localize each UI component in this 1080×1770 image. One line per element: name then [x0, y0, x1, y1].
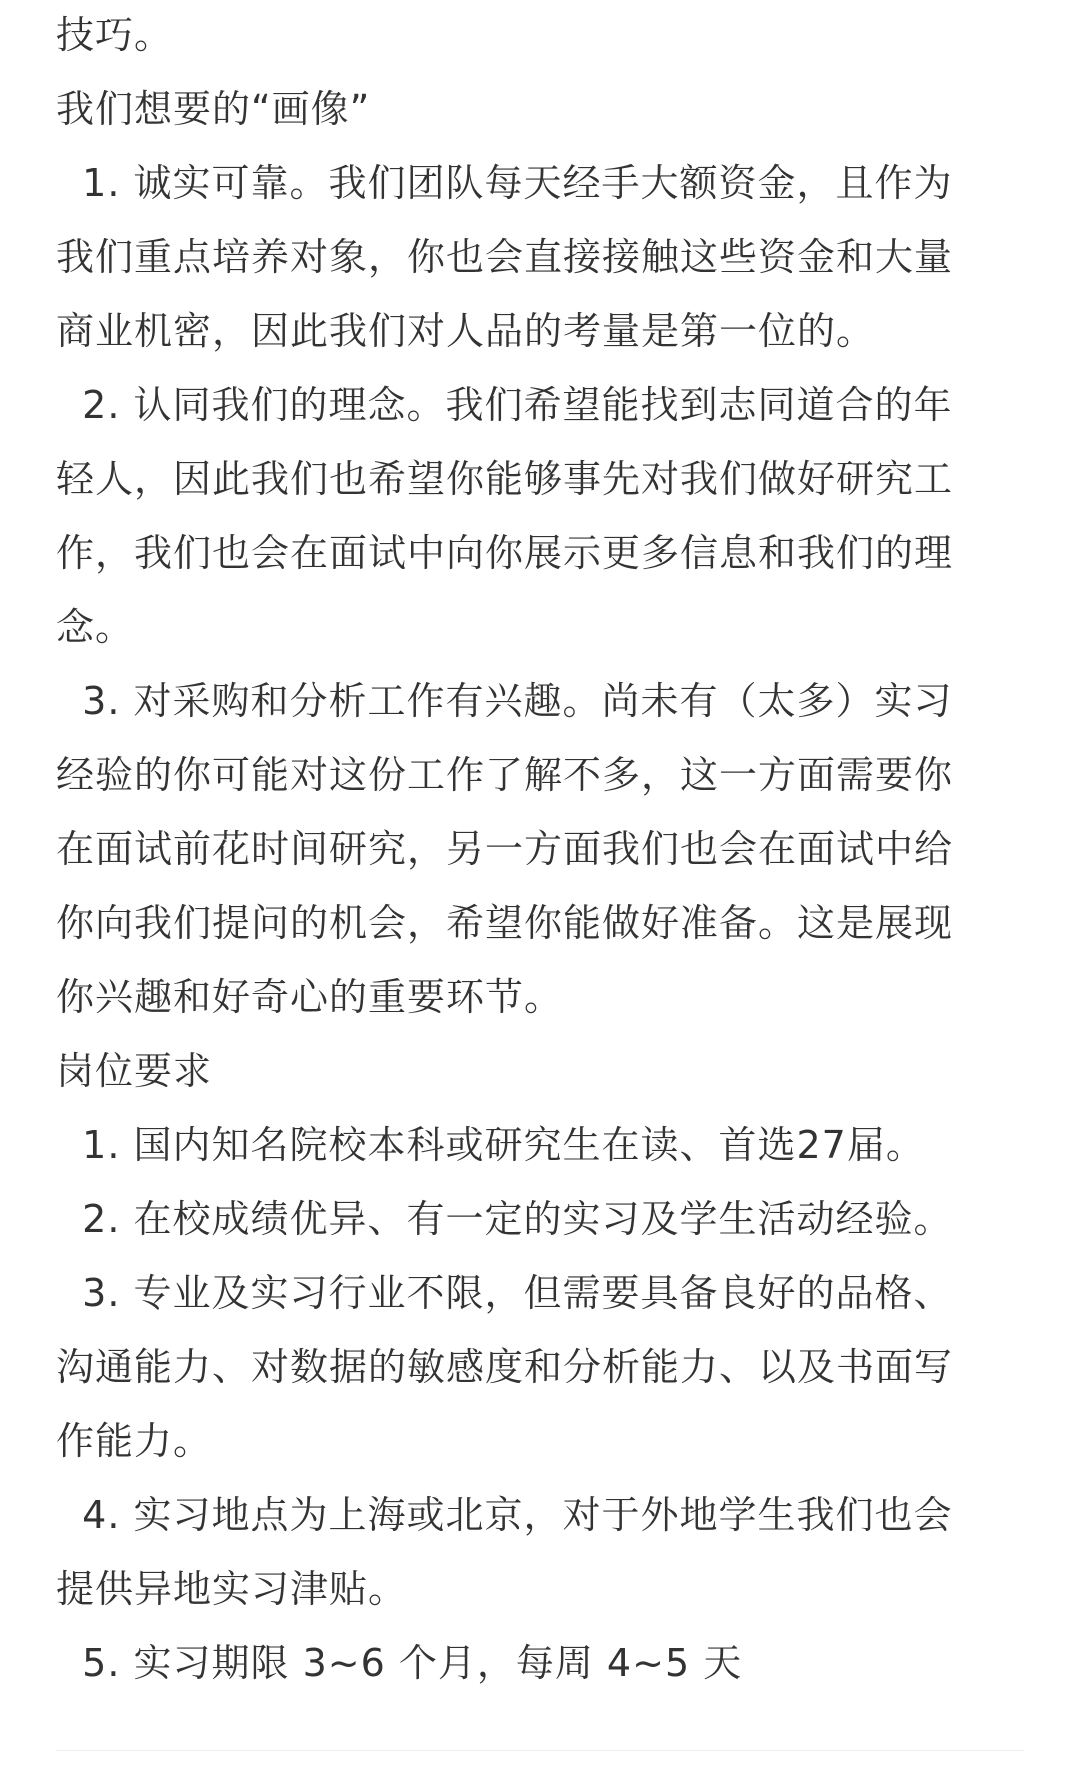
text-line: 沟通能力、对数据的敏感度和分析能力、以及书面写 [56, 1345, 954, 1389]
text-line: 5. 实习期限 3~6 个月，每周 4~5 天 [56, 1641, 743, 1685]
section-heading-requirements: 岗位要求 [56, 1049, 213, 1093]
text-line: 1. 国内知名院校本科或研究生在读、首选27届。 [56, 1123, 925, 1167]
text-line: 你兴趣和好奇心的重要环节。 [56, 975, 564, 1019]
text-line: 作能力。 [56, 1419, 213, 1463]
text-line: 经验的你可能对这份工作了解不多，这一方面需要你 [56, 753, 954, 797]
text-line: 3. 专业及实习行业不限，但需要具备良好的品格、 [56, 1271, 953, 1315]
text-line: 轻人，因此我们也希望你能够事先对我们做好研究工 [56, 457, 954, 501]
text-line: 念。 [56, 605, 135, 649]
section-heading-portrait: 我们想要的“画像” [56, 87, 371, 131]
text-line: 你向我们提问的机会，希望你能做好准备。这是展现 [56, 901, 954, 945]
text-line: 1. 诚实可靠。我们团队每天经手大额资金，且作为 [56, 161, 953, 205]
article-body [56, 0, 1016, 1700]
text-line: 4. 实习地点为上海或北京，对于外地学生我们也会 [56, 1493, 953, 1537]
text-line: 在面试前花时间研究，另一方面我们也会在面试中给 [56, 827, 954, 871]
text-line: 3. 对采购和分析工作有兴趣。尚未有（太多）实习 [56, 679, 953, 723]
bottom-divider [56, 1750, 1024, 1751]
text-line: 2. 在校成绩优异、有一定的实习及学生活动经验。 [56, 1197, 953, 1241]
text-line: 我们重点培养对象，你也会直接接触这些资金和大量 [56, 235, 954, 279]
text-line: 技巧。 [56, 13, 174, 57]
text-line: 提供异地实习津贴。 [56, 1567, 408, 1611]
text-line: 商业机密，因此我们对人品的考量是第一位的。 [56, 309, 876, 353]
text-line: 作，我们也会在面试中向你展示更多信息和我们的理 [56, 531, 954, 575]
text-line: 2. 认同我们的理念。我们希望能找到志同道合的年 [56, 383, 953, 427]
